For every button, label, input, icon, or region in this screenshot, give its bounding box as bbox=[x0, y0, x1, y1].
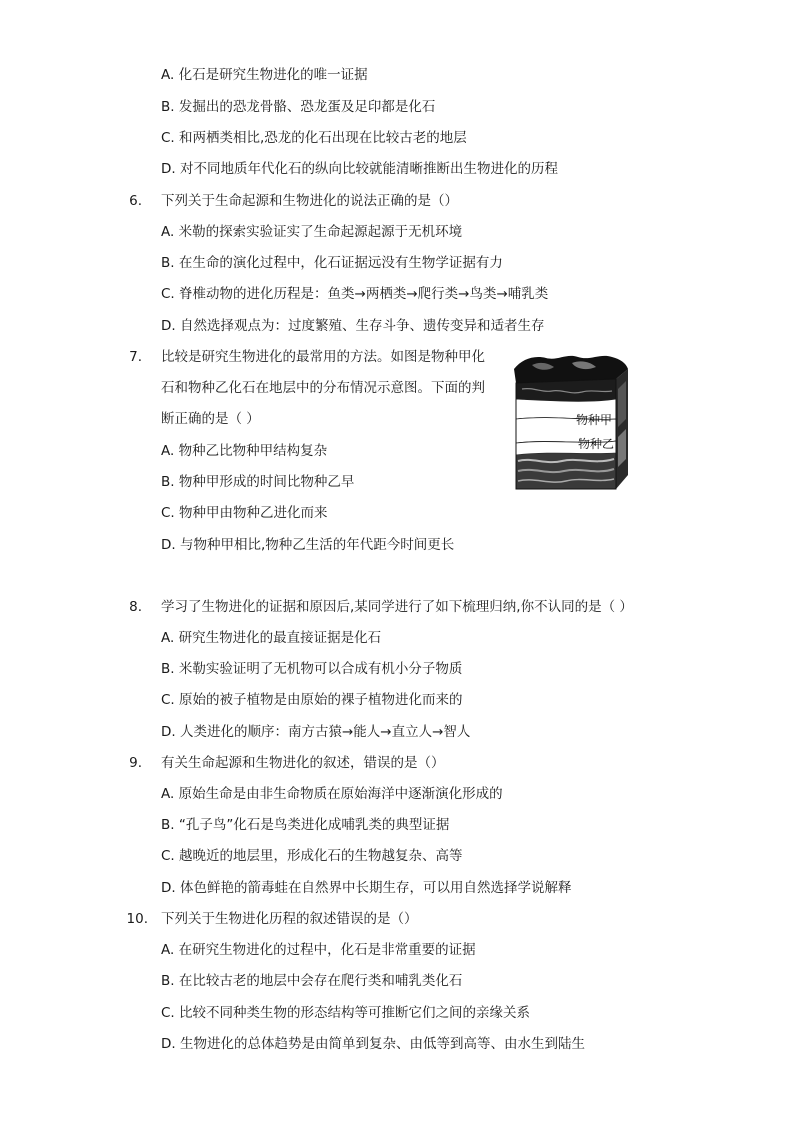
q8-number: 8. bbox=[129, 599, 142, 615]
q10-stem: 下列关于生物进化历程的叙述错误的是（） bbox=[161, 911, 418, 927]
q6-number: 6. bbox=[129, 193, 142, 209]
q8-option-b: B. 米勒实验证明了无机物可以合成有机小分子物质 bbox=[161, 661, 463, 677]
q5-option-b: B. 发掘出的恐龙骨骼、恐龙蛋及足印都是化石 bbox=[161, 99, 436, 115]
q9-option-d: D. 体色鲜艳的箭毒蛙在自然界中长期生存，可以用自然选择学说解释 bbox=[161, 880, 572, 896]
q8-option-c: C. 原始的被子植物是由原始的裸子植物进化而来的 bbox=[161, 692, 463, 708]
q9-stem: 有关生命起源和生物进化的叙述，错误的是（） bbox=[161, 755, 445, 771]
q6-option-a: A. 米勒的探索实验证实了生命起源起源于无机环境 bbox=[161, 224, 463, 240]
q10-option-a: A. 在研究生物进化的过程中，化石是非常重要的证据 bbox=[161, 942, 476, 958]
q10-option-c: C. 比较不同种类生物的形态结构等可推断它们之间的亲缘关系 bbox=[161, 1005, 531, 1021]
q7-stem-line-3: 断正确的是（ ） bbox=[161, 411, 260, 427]
q8-option-d: D. 人类进化的顺序：南方古猿→能人→直立人→智人 bbox=[161, 724, 471, 740]
q6-option-b: B. 在生命的演化过程中，化石证据远没有生物学证据有力 bbox=[161, 255, 503, 271]
q9-number: 9. bbox=[129, 755, 142, 771]
q7-stem-line-1: 比较是研究生物进化的最常用的方法。如图是物种甲化 bbox=[161, 349, 485, 365]
q5-option-a: A. 化石是研究生物进化的唯一证据 bbox=[161, 67, 368, 83]
strata-figure bbox=[512, 349, 630, 495]
q10-option-b: B. 在比较古老的地层中会存在爬行类和哺乳类化石 bbox=[161, 973, 463, 989]
q7-option-b: B. 物种甲形成的时间比物种乙早 bbox=[161, 474, 355, 490]
q6-stem: 下列关于生命起源和生物进化的说法正确的是（） bbox=[161, 193, 458, 209]
q6-option-d: D. 自然选择观点为：过度繁殖、生存斗争、遗传变异和适者生存 bbox=[161, 318, 545, 334]
q7-option-d: D. 与物种甲相比,物种乙生活的年代距今时间更长 bbox=[161, 537, 455, 553]
q6-option-c: C. 脊椎动物的进化历程是：鱼类→两栖类→爬行类→鸟类→哺乳类 bbox=[161, 286, 549, 302]
q7-option-a: A. 物种乙比物种甲结构复杂 bbox=[161, 443, 328, 459]
label-species-yi: 物种乙 bbox=[578, 437, 615, 451]
q9-option-a: A. 原始生命是由非生命物质在原始海洋中逐渐演化形成的 bbox=[161, 786, 503, 802]
q8-option-a: A. 研究生物进化的最直接证据是化石 bbox=[161, 630, 382, 646]
q9-option-c: C. 越晚近的地层里，形成化石的生物越复杂、高等 bbox=[161, 848, 463, 864]
q7-option-c: C. 物种甲由物种乙进化而来 bbox=[161, 505, 328, 521]
label-species-jia: 物种甲 bbox=[576, 413, 613, 427]
q7-stem-line-2: 石和物种乙化石在地层中的分布情况示意图。下面的判 bbox=[161, 380, 485, 396]
q8-stem: 学习了生物进化的证据和原因后,某同学进行了如下梳理归纳,你不认同的是（ ） bbox=[161, 599, 633, 615]
q5-option-c: C. 和两栖类相比,恐龙的化石出现在比较古老的地层 bbox=[161, 130, 467, 146]
q9-option-b: B. “孔子鸟”化石是鸟类进化成哺乳类的典型证据 bbox=[161, 817, 450, 833]
q10-option-d: D. 生物进化的总体趋势是由简单到复杂、由低等到高等、由水生到陆生 bbox=[161, 1036, 585, 1052]
strata-diagram bbox=[512, 349, 630, 495]
q5-option-d: D. 对不同地质年代化石的纵向比较就能清晰推断出生物进化的历程 bbox=[161, 161, 558, 177]
q10-number: 10. bbox=[126, 911, 148, 927]
q7-number: 7. bbox=[129, 349, 142, 365]
